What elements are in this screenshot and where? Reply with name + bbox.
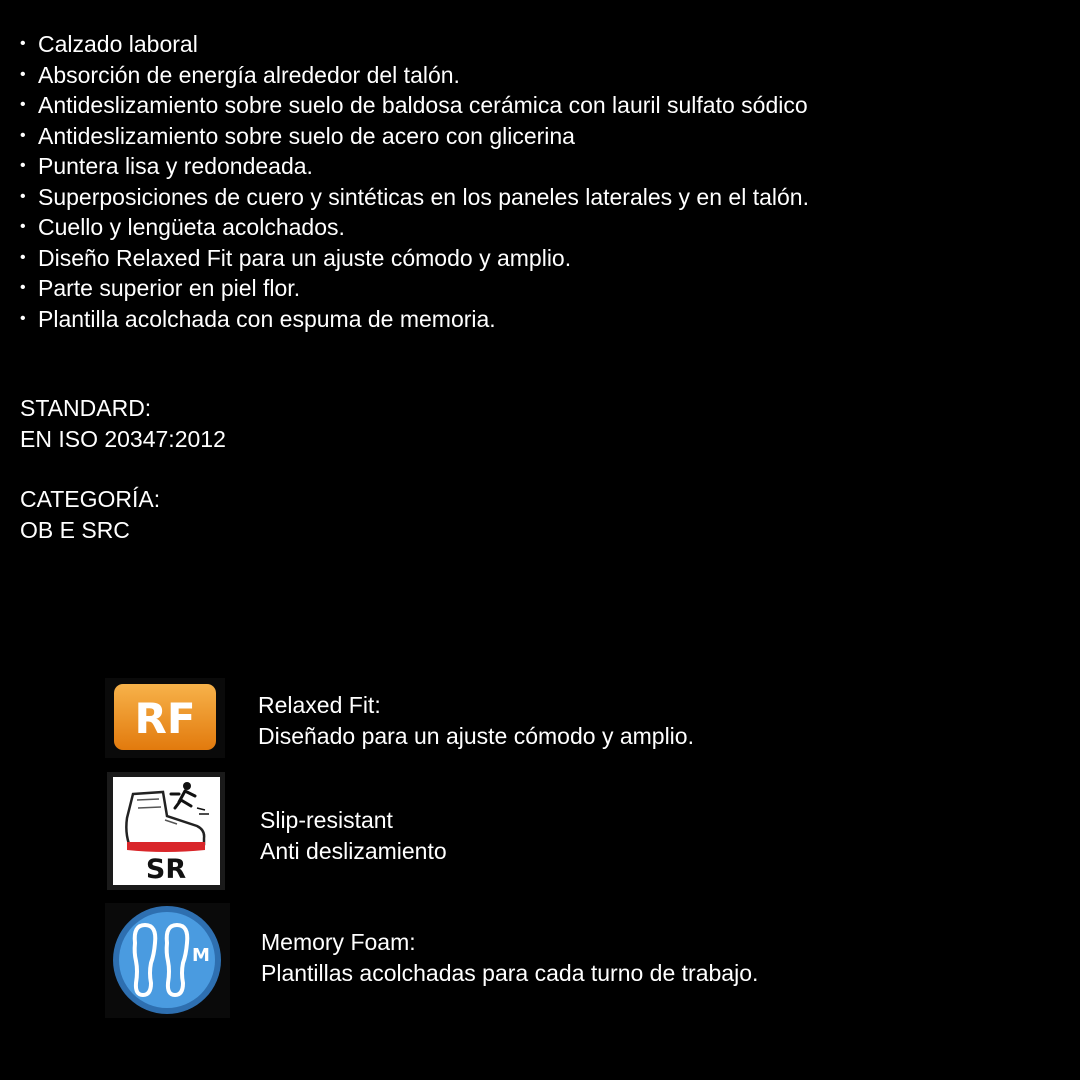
list-item <box>18 212 809 243</box>
bullet-icon: • <box>20 96 26 113</box>
feature-text <box>260 805 447 866</box>
feature-description: Diseñado para un ajuste cómodo y amplio. <box>258 722 694 749</box>
feature-slip-resistant <box>105 772 905 887</box>
bullet-icon: • <box>20 279 26 296</box>
bullet-icon: • <box>20 126 26 144</box>
list-item <box>18 90 809 121</box>
feature-memory-foam <box>105 903 905 1018</box>
list-item <box>18 304 809 335</box>
bullet-icon: • <box>20 35 26 52</box>
feature-title: Memory Foam: <box>261 929 416 955</box>
memory-foam-insole-icon <box>105 903 230 1018</box>
feature-text <box>261 927 758 988</box>
rf-badge-text: RF <box>134 694 196 743</box>
slip-resistant-boot-icon <box>105 772 225 890</box>
bullet-text: Parte superior en piel flor. <box>38 275 301 301</box>
list-item <box>18 29 809 60</box>
category-label: CATEGORÍA: <box>20 486 161 512</box>
bullet-icon: • <box>20 65 26 83</box>
standard-value: EN ISO 20347:2012 <box>20 425 226 452</box>
bullet-text: Absorción de energía alrededor del talón. <box>38 61 460 88</box>
bullet-text: Puntera lisa y redondeada. <box>38 153 313 179</box>
list-item <box>18 121 809 152</box>
category-value: OB E SRC <box>20 516 130 543</box>
list-item <box>18 60 809 91</box>
bullet-icon: • <box>20 309 26 327</box>
list-item <box>18 273 809 304</box>
bullet-text: Antideslizamiento sobre suelo de baldosa cerámica con lauril sulfato sódico <box>38 92 808 118</box>
feature-text <box>258 690 694 751</box>
bullet-text: Plantilla acolchada con espuma de memoria. <box>38 305 496 332</box>
standard-section <box>20 393 226 454</box>
bullet-text: Antideslizamiento sobre suelo de acero con glicerina <box>38 122 575 149</box>
bullet-icon: • <box>20 248 26 266</box>
bullet-text: Calzado laboral <box>38 31 198 57</box>
bullet-icon: • <box>20 157 26 174</box>
memory-foam-badge-text: M <box>192 945 210 966</box>
bullet-icon: • <box>20 218 26 235</box>
list-item <box>18 151 809 182</box>
bullet-icon: • <box>20 187 26 205</box>
standard-label: STANDARD: <box>20 395 152 421</box>
feature-description: Plantillas acolchadas para cada turno de trabajo. <box>261 959 759 986</box>
bullet-text: Cuello y lengüeta acolchados. <box>38 214 345 240</box>
feature-bullet-list <box>18 29 809 334</box>
feature-title: Slip-resistant <box>260 807 393 833</box>
category-section <box>20 484 160 545</box>
bullet-text: Diseño Relaxed Fit para un ajuste cómodo y amplio. <box>38 244 572 271</box>
list-item <box>18 182 809 213</box>
feature-title: Relaxed Fit: <box>258 692 381 718</box>
rf-badge-icon <box>105 678 225 758</box>
feature-description: Anti deslizamiento <box>260 837 447 864</box>
list-item <box>18 243 809 274</box>
bullet-text: Superposiciones de cuero y sintéticas en los paneles laterales y en el talón. <box>38 183 809 210</box>
sr-badge-text: SR <box>145 854 187 885</box>
